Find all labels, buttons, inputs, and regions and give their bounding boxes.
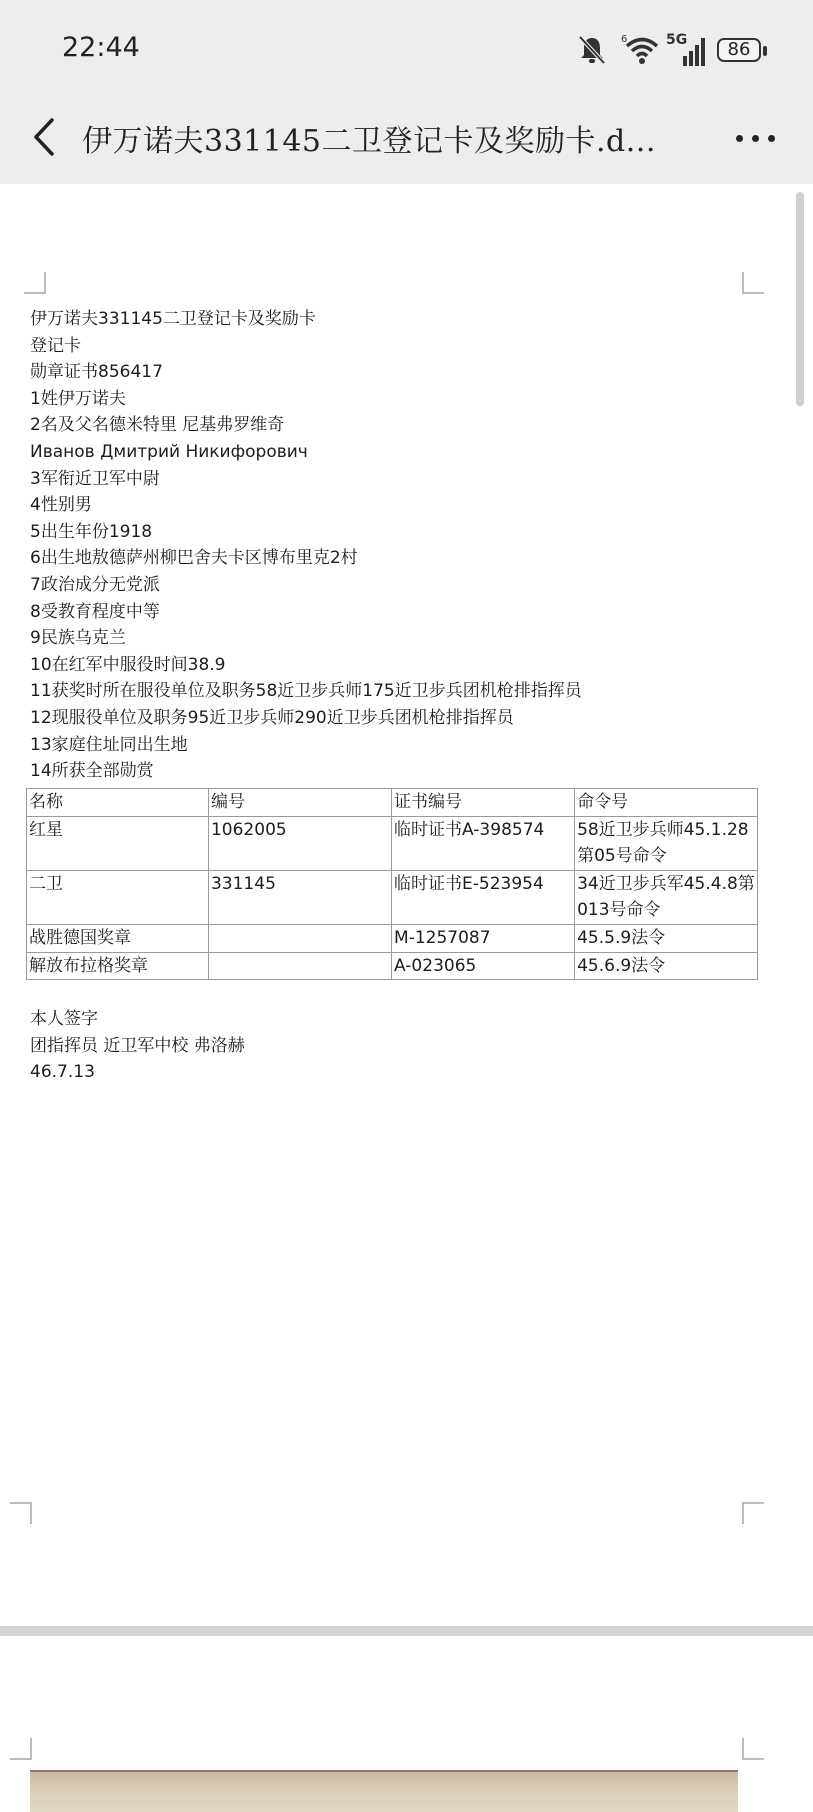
- page-text: [30, 306, 770, 785]
- wifi-icon: [621, 32, 663, 66]
- doc-line: 7政治成分无党派: [30, 574, 160, 595]
- battery-tip-icon: [763, 46, 767, 56]
- top-app-area: [0, 0, 813, 184]
- battery-level: 86: [727, 39, 751, 60]
- bell-muted-icon: [577, 34, 607, 66]
- signature-date: 46.7.13: [30, 1062, 95, 1083]
- table-cell: 58近卫步兵师45.1.28第05号命令: [575, 816, 758, 870]
- doc-line: 9民族乌克兰: [30, 628, 126, 649]
- signature-label: 本人签字: [30, 1009, 98, 1029]
- table-cell: 34近卫步兵军45.4.8第013号命令: [575, 870, 758, 924]
- doc-line: 登记卡: [30, 335, 81, 356]
- doc-line: 5出生年份1918: [30, 521, 153, 542]
- doc-line: 6出生地敖德萨州柳巴舍夫卡区博布里克2村: [30, 548, 358, 569]
- document-viewer[interactable]: [0, 184, 813, 1800]
- table-cell: 45.5.9法令: [575, 924, 758, 952]
- scanned-image-preview: [30, 1770, 738, 1812]
- table-cell: 331145: [208, 870, 391, 924]
- table-cell: [208, 952, 391, 980]
- table-cell: 临时证书E-523954: [392, 870, 575, 924]
- status-time: 22:44: [62, 32, 140, 63]
- table-cell: 1062005: [208, 816, 391, 870]
- page-corner-mark: [24, 272, 46, 294]
- awards-table: [26, 788, 758, 980]
- signer-line: 团指挥员 近卫军中校 弗洛赫: [30, 1035, 245, 1056]
- table-header-row: [27, 789, 758, 817]
- table-cell: M-1257087: [392, 924, 575, 952]
- table-header-cell: 证书编号: [392, 789, 575, 817]
- table-header-cell: 编号: [208, 789, 391, 817]
- doc-line: 12现服役单位及职务95近卫步兵师290近卫步兵团机枪排指挥员: [30, 707, 514, 728]
- page-corner-mark: [10, 1502, 32, 1524]
- page-corner-mark: [742, 272, 764, 294]
- doc-line: 11获奖时所在服役单位及职务58近卫步兵师175近卫步兵团机枪排指挥员: [30, 681, 582, 702]
- document-title: 伊万诺夫331145二卫登记卡及奖励卡.d...: [82, 124, 656, 159]
- table-header-cell: 命令号: [575, 789, 758, 817]
- page-corner-mark: [742, 1502, 764, 1524]
- doc-line: 2名及父名德米特里 尼基弗罗维奇: [30, 415, 285, 436]
- signature-block: [30, 1006, 730, 1086]
- signal-strength-icon: [669, 36, 711, 66]
- table-row: [27, 952, 758, 980]
- doc-line: Иванов Дмитрий Никифорович: [30, 441, 308, 462]
- table-row: [27, 816, 758, 870]
- doc-line: 1姓伊万诺夫: [30, 388, 126, 409]
- doc-line: 勋章证书856417: [30, 362, 163, 383]
- doc-line: 14所获全部勋赏: [30, 761, 154, 782]
- table-cell: 二卫: [27, 870, 209, 924]
- table-cell: [208, 924, 391, 952]
- network-type-label: 5G: [666, 32, 688, 48]
- table-row: [27, 924, 758, 952]
- doc-line: 10在红军中服役时间38.9: [30, 654, 226, 675]
- battery-indicator: [717, 38, 761, 62]
- page-corner-mark: [10, 1738, 32, 1760]
- table-cell: 临时证书A-398574: [392, 816, 575, 870]
- doc-line: 13家庭住址同出生地: [30, 734, 188, 755]
- table-cell: 红星: [27, 816, 209, 870]
- table-header-cell: 名称: [27, 789, 209, 817]
- page-separator: [0, 1626, 813, 1636]
- table-cell: 战胜德国奖章: [27, 924, 209, 952]
- scrollbar[interactable]: [796, 192, 804, 406]
- table-row: [27, 870, 758, 924]
- svg-text:6: 6: [621, 34, 628, 45]
- table-cell: A-023065: [392, 952, 575, 980]
- doc-line: 4性别男: [30, 495, 92, 516]
- table-cell: 解放布拉格奖章: [27, 952, 209, 980]
- table-cell: 45.6.9法令: [575, 952, 758, 980]
- back-arrow-icon[interactable]: [26, 112, 60, 162]
- page-corner-mark: [742, 1738, 764, 1760]
- doc-heading: 伊万诺夫331145二卫登记卡及奖励卡: [30, 309, 316, 329]
- more-options-icon[interactable]: [730, 118, 782, 158]
- doc-line: 8受教育程度中等: [30, 601, 160, 622]
- doc-line: 3军衔近卫军中尉: [30, 468, 160, 489]
